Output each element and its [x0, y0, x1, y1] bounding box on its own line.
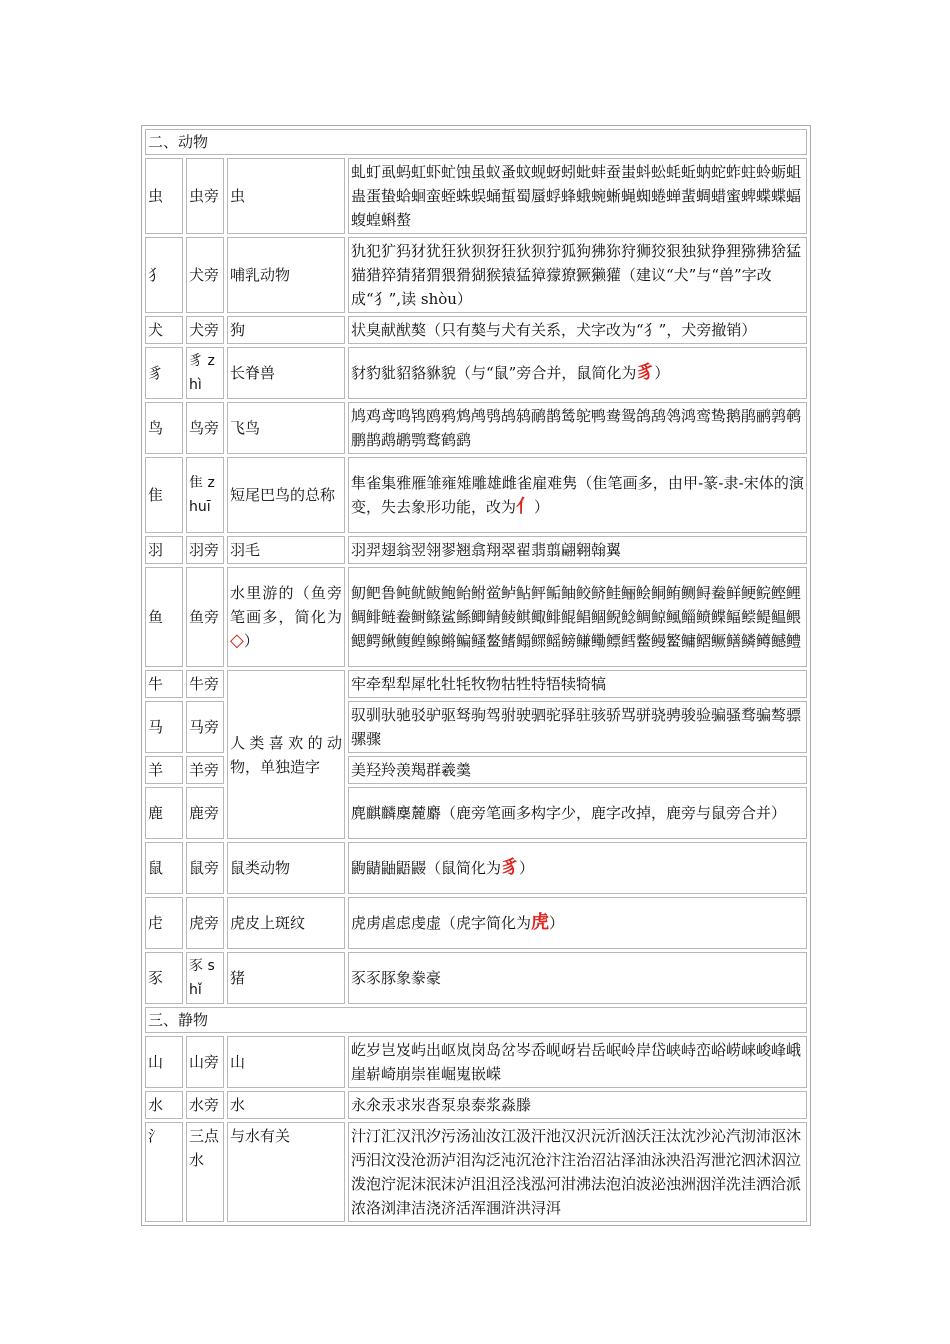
radical-name-cell: 犬旁 [186, 237, 224, 313]
meaning-cell: 狗 [227, 316, 345, 344]
characters-cell: 麂麒麟麇麓麝（鹿旁笔画多构字少，鹿字改掉，鹿旁与鼠旁合并） [348, 787, 807, 839]
meaning-text-end: ） [243, 632, 259, 650]
meaning-cell: 短尾巴鸟的总称 [227, 457, 345, 533]
radical-cell: 鹿 [145, 787, 183, 839]
simplified-glyph-mark: 豸 [636, 362, 655, 383]
meaning-cell: 哺乳动物 [227, 237, 345, 313]
document-page [141, 125, 811, 1226]
radical-cell: 羽 [145, 536, 183, 564]
characters-cell: 牢牵犁犁犀牝牡牦牧物牯牲特牾犊犄犒 [348, 670, 807, 698]
radical-cell: 虍 [145, 897, 183, 949]
meaning-cell: 虎皮上斑纹 [227, 897, 345, 949]
radical-name-cell: 牛旁 [186, 670, 224, 698]
radical-name-cell: 水旁 [186, 1091, 224, 1119]
radical-cell: 马 [145, 701, 183, 753]
radical-name-cell: 马旁 [186, 701, 224, 753]
radical-name-cell: 虎旁 [186, 897, 224, 949]
radical-name-cell: 鼠旁 [186, 842, 224, 894]
simplified-glyph-mark: 虎 [531, 912, 550, 933]
table-row [145, 237, 807, 313]
characters-cell: 犰犯犷犸犲犹狂狄狈犽狂狄狈狞狐狗狒狝狩狮狡狠独狱狰狸猕狒猞猛猫猎猝猜猪猬猥猾猢猴猿猛獐獴獠獗獭獾（建议“犬”与“兽”字改成“犭”,读 shòu） [348, 237, 807, 313]
characters-text: 鼩鼱鼬鼯鼹（鼠简化为 [351, 859, 502, 877]
characters-cell: 状臭献猷獒（只有獒与犬有关系，犬字改为“犭”，犬旁撤销） [348, 316, 807, 344]
table-row [145, 1036, 807, 1088]
table-row [145, 1122, 807, 1222]
characters-cell: 屹岁岂岌屿出岖岚岗岛岔岑岙岘岈岩岳岷岭岸岱峡峙峦峪崂崃峻峰峨崖崭崎崩崇崔崛嵬嵌嵘 [348, 1036, 807, 1088]
radical-cell: 氵 [145, 1122, 183, 1222]
radical-name-cell: 三点水 [186, 1122, 224, 1222]
table-row [145, 347, 807, 399]
meaning-cell: 与水有关 [227, 1122, 345, 1222]
meaning-cell: 鼠类动物 [227, 842, 345, 894]
characters-cell: 美羟羚羡羯群羲羹 [348, 756, 807, 784]
characters-cell [348, 842, 807, 894]
characters-cell [348, 457, 807, 533]
radical-cell: 鼠 [145, 842, 183, 894]
table-row [145, 402, 807, 454]
radical-cell: 犬 [145, 316, 183, 344]
characters-cell [348, 347, 807, 399]
characters-cell: 鱽鲃鲁鲀鱿鲅鲍鲐鲋鲎鲈鲇鲆鲘鲉鲛鲚鲑鲡鲙鲖鲔鲗鲟鲞鲜鲠鲩鲣鲤鲷鲱鲢鲞鲥鲦鲨鲧鲫鲭鲮鲯鲰鲱鲲鲳鲴鲵鲶鲷鲸鲺鲻鲼鲽鲾鲿鳀鳁鳂鳃鳄鳅鳆鳇鳈鳉鳊鳋鳌鳍鳎鳏鳐鳑鳒鳓鳔鳕鳖鳗鳘鳙鳛鳜鳝鳞鳟鳡鳢 [348, 567, 807, 667]
table-row [145, 567, 807, 667]
characters-cell: 永氽汞求汖沓泵泉泰浆淼滕 [348, 1091, 807, 1119]
radical-cell: 犭 [145, 237, 183, 313]
characters-cell: 羽羿翅翁翌翎翏翘翕翔翠翟翡翦翩翱翰翼 [348, 536, 807, 564]
characters-cell: 鸠鸡鸢鸣鸨鸥鸦鸩鸬鸮鸪鸫鸸鹊鸶鸵鸭鸯鸳鸽鸹鸰鸿鸾鸷鹅鹃鹂鹑鹌鹏鹊鹉鹕鹗鹜鹤鹞 [348, 402, 807, 454]
simplified-glyph-mark: ◇ [230, 630, 244, 651]
table-row [145, 1091, 807, 1119]
characters-cell [348, 1122, 807, 1222]
characters-cell: 豕豕豚象豢豪 [348, 952, 807, 1004]
radical-cell: 羊 [145, 756, 183, 784]
radical-name-cell: 山旁 [186, 1036, 224, 1088]
radical-cell: 鸟 [145, 402, 183, 454]
radical-name-cell: 羽旁 [186, 536, 224, 564]
meaning-cell: 羽毛 [227, 536, 345, 564]
table-row [145, 158, 807, 234]
radical-cell: 鱼 [145, 567, 183, 667]
radical-name-cell: 鹿旁 [186, 787, 224, 839]
characters-cell [348, 897, 807, 949]
characters-text-end: ） [534, 498, 550, 516]
table-row [145, 316, 807, 344]
radical-cell: 豸 [145, 347, 183, 399]
characters-text: 虎虏虐虑虔虚（虎字简化为 [351, 914, 532, 932]
radical-name-cell: 羊旁 [186, 756, 224, 784]
radical-table [141, 125, 811, 1226]
radical-name-cell: 虫旁 [186, 158, 224, 234]
characters-text: 豺豹豼貂貉貅貌（与“鼠”旁合并，鼠简化为 [351, 364, 637, 382]
radical-cell: 隹 [145, 457, 183, 533]
radical-cell: 山 [145, 1036, 183, 1088]
characters-text: 隼雀集雅雁雏雍雉雕雄雌雀雇难隽（隹笔画多，由甲-篆-隶-宋体的演变，失去象形功能，改为 [351, 474, 804, 516]
table-row [145, 670, 807, 698]
section-title-static: 三、静物 [145, 1007, 807, 1033]
characters-text: 汁汀汇汉汛汐污汤汕汝江汲汗池汉沢沅沂汹沃汪汰沈沙沁汽沏沛沤沐沔汨汶没沧沥泸泪沟泛沌沉沧汴注治沼沾泽油泳泱沿泻泄沱泗沭泅泣泼泡泞泥沫泯沫泸沮沮泾浅泓河泔沸法泡泊波泌浊洲洇洋洗洼洒洽派浓洛浏津洁浇济活浑涠浒洪浔洱 [351, 1127, 802, 1217]
characters-cell: 驭驯驮驰驳驴驱驽驹驾驸驶驷驼驿驻骇骄骂骈骁骋骏验骗骚骛骗骜骠骡骤 [348, 701, 807, 753]
meaning-cell: 虫 [227, 158, 345, 234]
section-title-animals: 二、动物 [145, 129, 807, 155]
meaning-cell: 山 [227, 1036, 345, 1088]
radical-name-cell: 鸟旁 [186, 402, 224, 454]
meaning-cell: 飞鸟 [227, 402, 345, 454]
meaning-cell-merged: 人类喜欢的动物，单独造字 [227, 670, 345, 839]
radical-name-cell: 豕 shǐ [186, 952, 224, 1004]
radical-name-cell: 鱼旁 [186, 567, 224, 667]
characters-text-end: ） [549, 914, 565, 932]
characters-text-end: ） [654, 364, 670, 382]
meaning-cell [227, 567, 345, 667]
radical-cell: 虫 [145, 158, 183, 234]
characters-text-end: ） [519, 859, 535, 877]
radical-name-cell: 豸 zhì [186, 347, 224, 399]
meaning-cell: 猪 [227, 952, 345, 1004]
radical-cell: 豕 [145, 952, 183, 1004]
table-row [145, 952, 807, 1004]
meaning-cell: 水 [227, 1091, 345, 1119]
simplified-glyph-mark: 豸 [501, 857, 520, 878]
characters-cell: 虬虰虱蚂虹虾虻蚀虽蚁蚤蚊蚬蚜蚓蚍蚌蚕蚩蚪蚣蚝蚯蚋蛇蚱蛀蛉蛎蛆蛊蛋蛰蛤蛔蛮蛭蛛蜈蛹蜇蜀蜃蜉蜂蛾蜿蜥蝇蜘蜷蝉蜚蜩蜡蜜蜱蝶蝶蝠蝮蝗蝌螯 [348, 158, 807, 234]
simplified-glyph-mark: 亻 [516, 496, 535, 517]
table-row [145, 842, 807, 894]
radical-cell: 牛 [145, 670, 183, 698]
radical-name-cell: 隹 zhuī [186, 457, 224, 533]
meaning-cell: 长脊兽 [227, 347, 345, 399]
radical-name-cell: 犬旁 [186, 316, 224, 344]
meaning-text: 水里游的（鱼旁笔画多，简化为 [230, 584, 342, 626]
table-row [145, 536, 807, 564]
table-row [145, 457, 807, 533]
table-row [145, 897, 807, 949]
radical-cell: 水 [145, 1091, 183, 1119]
